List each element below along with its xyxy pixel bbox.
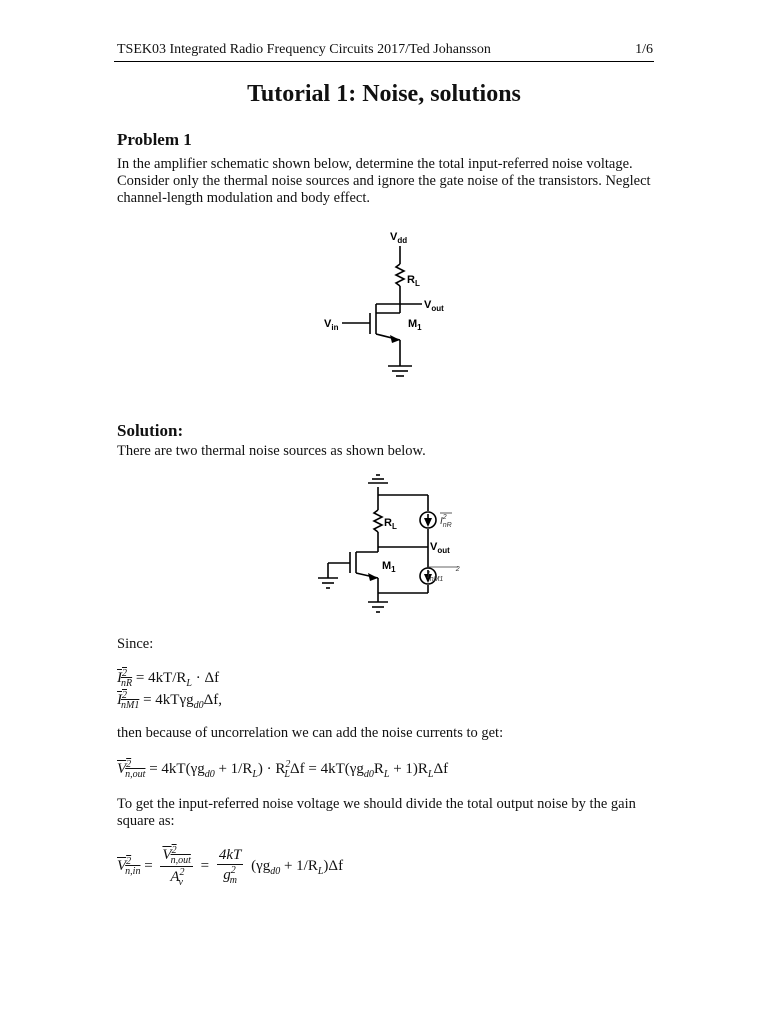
problem-text: In the amplifier schematic shown below, determine the total input-referred noise voltage. Consider only the thermal noise sources and ignore the gate noise of the transistors. Neglect channel-length modulation and body effect. (117, 156, 651, 206)
solution-intro: There are two thermal noise sources as shown below. (117, 443, 426, 459)
uncorrelation-text: then because of uncorrelation we can add the noise currents to get: (117, 725, 504, 741)
eq1-lhs: $I^2_{nR}$ (117, 668, 133, 689)
vdd-label: $V_{dd}$ (390, 231, 408, 245)
since-text: Since: (117, 636, 154, 652)
m1-label-2: $M_1$ (382, 560, 396, 574)
noise-arrow-r (424, 518, 432, 527)
problem-heading: Problem 1 (117, 130, 192, 149)
eq2-lhs: $I^2_{nM1}$ (117, 690, 140, 711)
equation-vn-in: $V^2_{n,in}$ = $\frac{V^2_{n,out}}{A^2_v}$ = $\frac{4kT}{g^2_m}$ $(\gamma g_{d0} + 1/R_L)\Delta f$ (117, 845, 344, 888)
vout-label: $V_{out}$ (424, 299, 444, 313)
inr-label: $I^2$ nR (440, 514, 452, 529)
solution-heading: Solution: (117, 421, 184, 440)
rl-label: $R_L$ (407, 274, 420, 288)
gain-text: To get the input-referred noise voltage we should divide the total output noise by the gain square as: (117, 796, 636, 829)
equation-vn-out: $V^2_{n,out} = 4kT(\gamma g_{d0} + 1/R_L) \cdot R^2_L\Delta f = 4kT(\gamma g_{d0}R_L + 1)R_L\Delta f$ (117, 759, 449, 780)
vout-label-2: $V_{out}$ (430, 541, 450, 555)
eq4-fraction-1: $\frac{V^2_{n,out}}{A^2_v}$ (162, 845, 191, 888)
equation-inm1: $I^2_{nM1} = 4kT\gamma g_{d0}\Delta f$, (117, 690, 223, 711)
equation-inr: $I^2_{nR} = 4kT/R_L \cdot \Delta f$ (117, 668, 220, 689)
document-title: Tutorial 1: Noise, solutions (247, 81, 521, 107)
eq3-lhs: $V^2_{n,out}$ (117, 759, 146, 780)
inm-label: $I^2$ nM1 (427, 566, 460, 583)
rl-label-2: $R_L$ (384, 517, 397, 531)
header-course: TSEK03 Integrated Radio Frequency Circuits 2017/Ted Johansson (117, 42, 491, 57)
page-number: 1/6 (635, 42, 653, 57)
m1-label: $M_1$ (408, 318, 422, 332)
eq4-fraction-2: $\frac{4kT}{g^2_m}$ (218, 847, 242, 886)
vin-label: $V_{in}$ (324, 318, 339, 332)
eq4-lhs: $V^2_{n,in}$ (117, 855, 141, 877)
